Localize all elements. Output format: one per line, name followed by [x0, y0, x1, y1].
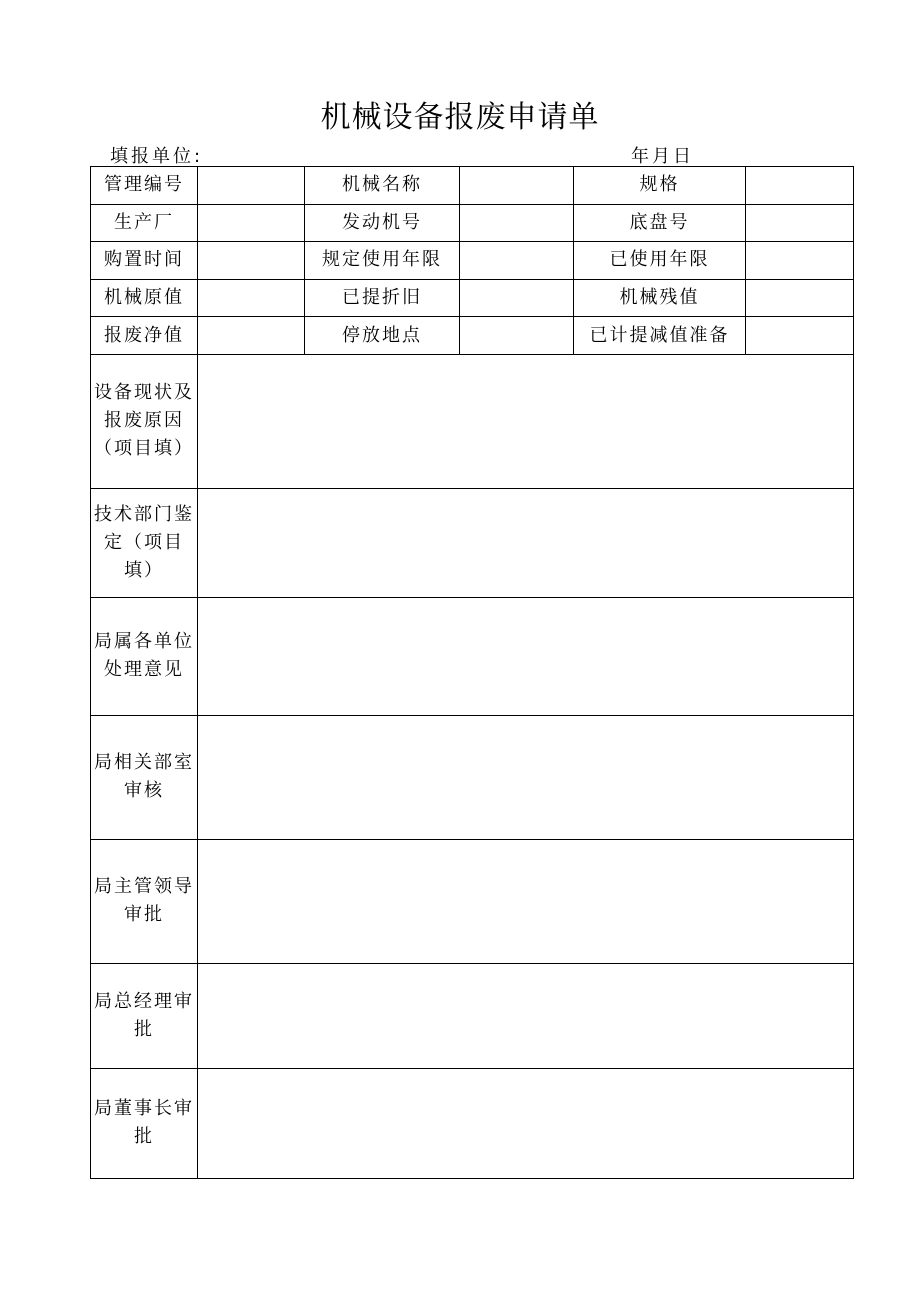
field-value-cell[interactable]: [198, 242, 305, 280]
field-label: 购置时间: [91, 242, 198, 280]
field-value-cell[interactable]: [746, 317, 854, 355]
field-label: 机械名称: [305, 167, 460, 205]
field-value-cell[interactable]: [460, 167, 574, 205]
field-label: 生产厂: [91, 204, 198, 242]
section-content-cell[interactable]: [198, 715, 854, 839]
field-value-cell[interactable]: [746, 279, 854, 317]
info-row: [91, 279, 854, 317]
section-row: [91, 715, 854, 839]
field-value-cell[interactable]: [746, 242, 854, 280]
field-label: 已计提减值准备: [574, 317, 746, 355]
field-label: 规格: [574, 167, 746, 205]
field-label: 机械原值: [91, 279, 198, 317]
section-content-cell[interactable]: [198, 597, 854, 715]
info-row: [91, 317, 854, 355]
field-label: 规定使用年限: [305, 242, 460, 280]
section-row: [91, 354, 854, 488]
section-label: 局董事长审批: [91, 1068, 198, 1178]
field-label: 已提折旧: [305, 279, 460, 317]
section-label: 局相关部室审核: [91, 715, 198, 839]
field-label: 停放地点: [305, 317, 460, 355]
field-value-cell[interactable]: [198, 317, 305, 355]
field-value-cell[interactable]: [460, 317, 574, 355]
field-value-cell[interactable]: [746, 204, 854, 242]
section-label: 局属各单位处理意见: [91, 597, 198, 715]
section-row: [91, 488, 854, 597]
field-label: 已使用年限: [574, 242, 746, 280]
section-content-cell[interactable]: [198, 488, 854, 597]
date-label: 年月日: [631, 146, 694, 167]
field-label: 报废净值: [91, 317, 198, 355]
section-row: [91, 1068, 854, 1178]
field-value-cell[interactable]: [198, 167, 305, 205]
section-row: [91, 839, 854, 963]
info-row: [91, 167, 854, 205]
form-title: 机械设备报废申请单: [320, 100, 600, 135]
section-label: 技术部门鉴定（项目填）: [91, 488, 198, 597]
section-content-cell[interactable]: [198, 963, 854, 1068]
section-label: 局总经理审批: [91, 963, 198, 1068]
fill-unit-label: 填报单位:: [110, 146, 204, 167]
info-row: [91, 204, 854, 242]
section-content-cell[interactable]: [198, 1068, 854, 1178]
field-value-cell[interactable]: [460, 279, 574, 317]
section-content-cell[interactable]: [198, 839, 854, 963]
info-row: [91, 242, 854, 280]
field-value-cell[interactable]: [198, 204, 305, 242]
field-value-cell[interactable]: [460, 242, 574, 280]
field-label: 机械残值: [574, 279, 746, 317]
section-label: 局主管领导审批: [91, 839, 198, 963]
section-content-cell[interactable]: [198, 354, 854, 488]
field-value-cell[interactable]: [198, 279, 305, 317]
section-row: [91, 597, 854, 715]
field-label: 管理编号: [91, 167, 198, 205]
scrap-application-table: [90, 166, 854, 1179]
field-value-cell[interactable]: [746, 167, 854, 205]
section-label: 设备现状及报废原因（项目填）: [91, 354, 198, 488]
field-label: 发动机号: [305, 204, 460, 242]
field-value-cell[interactable]: [460, 204, 574, 242]
section-row: [91, 963, 854, 1068]
field-label: 底盘号: [574, 204, 746, 242]
